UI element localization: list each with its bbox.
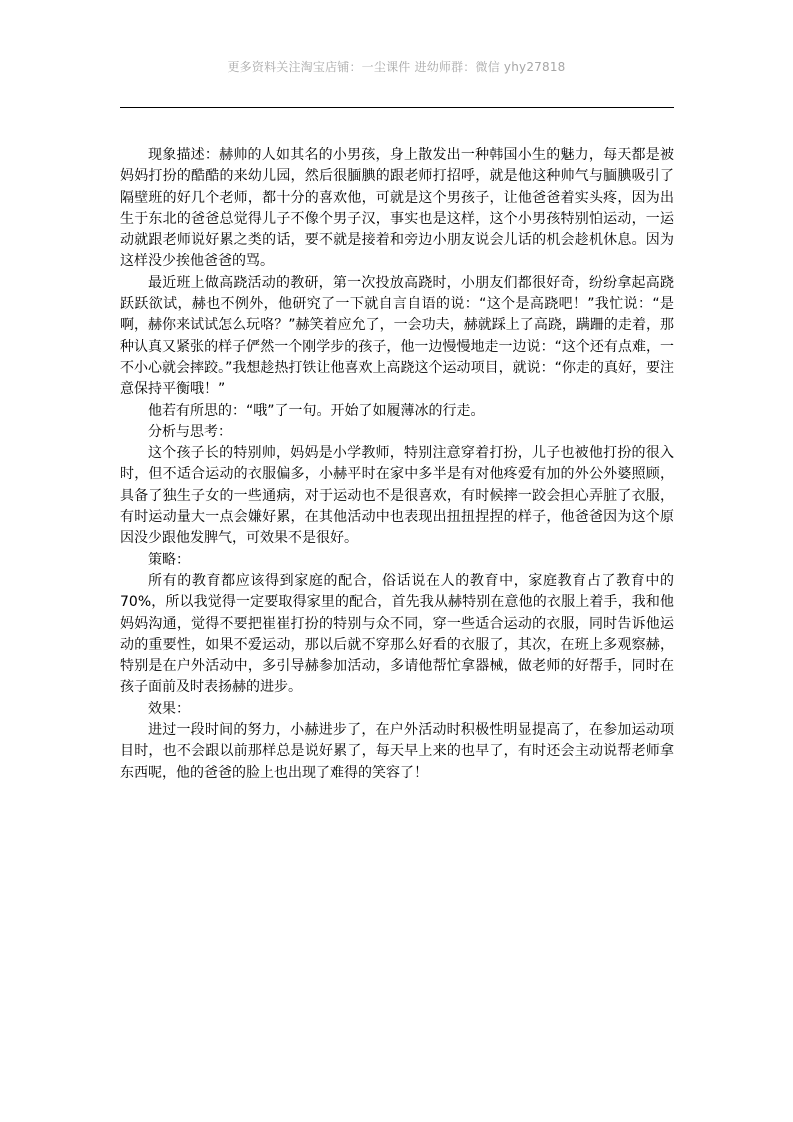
page-header: 更多资料关注淘宝店铺：一尘课件 进幼师群：微信 yhy27818	[227, 60, 566, 74]
heading-effect: 效果：	[148, 700, 190, 717]
paragraph-walking: 他若有所思的：“哦”了一句。开始了如履薄冰的行走。	[148, 402, 485, 419]
paragraph-strategy: 所有的教育都应该得到家庭的配合，俗话说在人的教育中，家庭教育占了教育中的 70%，所以我觉得一定要取得家里的配合，首先我从赫特别在意他的衣服上着手，我和他妈妈沟通，觉得不要把崔崔打扮的特别与众不同，穿一些适合运动的衣服，同时告诉他运动的重要性，如果不爱运动，那以后就不穿那么好看的衣服了，其次，在班上多观察赫，特别是在户外活动中，多引导赫参加活动，多请他帮忙拿器械，做老师的好帮手，同时在孩子面前及时表扬赫的进步。	[120, 572, 674, 696]
paragraph-stilts-activity: 最近班上做高跷活动的教研，第一次投放高跷时，小朋友们都很好奇，纷纷拿起高跷跃跃欲试，赫也不例外，他研究了一下就自言自语的说：“这个是高跷吧！”我忙说：“是啊，赫你来试试怎么玩咯？”赫笑着应允了，一会功夫，赫就踩上了高跷，蹒跚的走着，那种认真又紧张的样子俨然一个刚学步的孩子，他一边慢慢地走一边说：“这个还有点难，一不小心就会摔跤。”我想趁热打铁让他喜欢上高跷这个运动项目，就说：“你走的真好，要注意保持平衡哦！”	[120, 274, 674, 398]
paragraph-analysis: 这个孩子长的特别帅，妈妈是小学教师，特别注意穿着打扮，儿子也被他打扮的很入时，但不适合运动的衣服偏多，小赫平时在家中多半是有对他疼爱有加的外公外婆照顾，具备了独生子女的一些通病，对于运动也不是很喜欢，有时候摔一跤会担心弄脏了衣服，有时运动量大一点会嫌好累，在其他活动中也表现出扭扭捏捏的样子，他爸爸因为这个原因没少跟他发脾气，可效果不是很好。	[120, 445, 674, 547]
paragraph-effect: 进过一段时间的努力，小赫进步了，在户外活动时积极性明显提高了，在参加运动项目时，也不会跟以前那样总是说好累了，每天早上来的也早了，有时还会主动说帮老师拿东西呢，他的爸爸的脸上也出现了难得的笑容了！	[120, 722, 674, 781]
heading-strategy: 策略：	[148, 551, 190, 568]
paragraph-phenomenon-description: 现象描述：赫帅的人如其名的小男孩，身上散发出一种韩国小生的魅力，每天都是被妈妈打扮的酷酷的来幼儿园，然后很腼腆的跟老师打招呼，就是他这种帅气与腼腆吸引了隔壁班的好几个老师，都十分的喜欢他，可就是这个男孩子，让他爸爸着实头疼，因为出生于东北的爸爸总觉得儿子不像个男子汉，事实也是这样，这个小男孩特别怕运动，一运动就跟老师说好累之类的话，要不就是接着和旁边小朋友说会儿话的机会趁机休息。因为这样没少挨他爸爸的骂。	[120, 147, 674, 270]
heading-analysis: 分析与思考：	[148, 423, 232, 440]
header-divider	[120, 107, 674, 108]
document-body	[120, 145, 674, 784]
